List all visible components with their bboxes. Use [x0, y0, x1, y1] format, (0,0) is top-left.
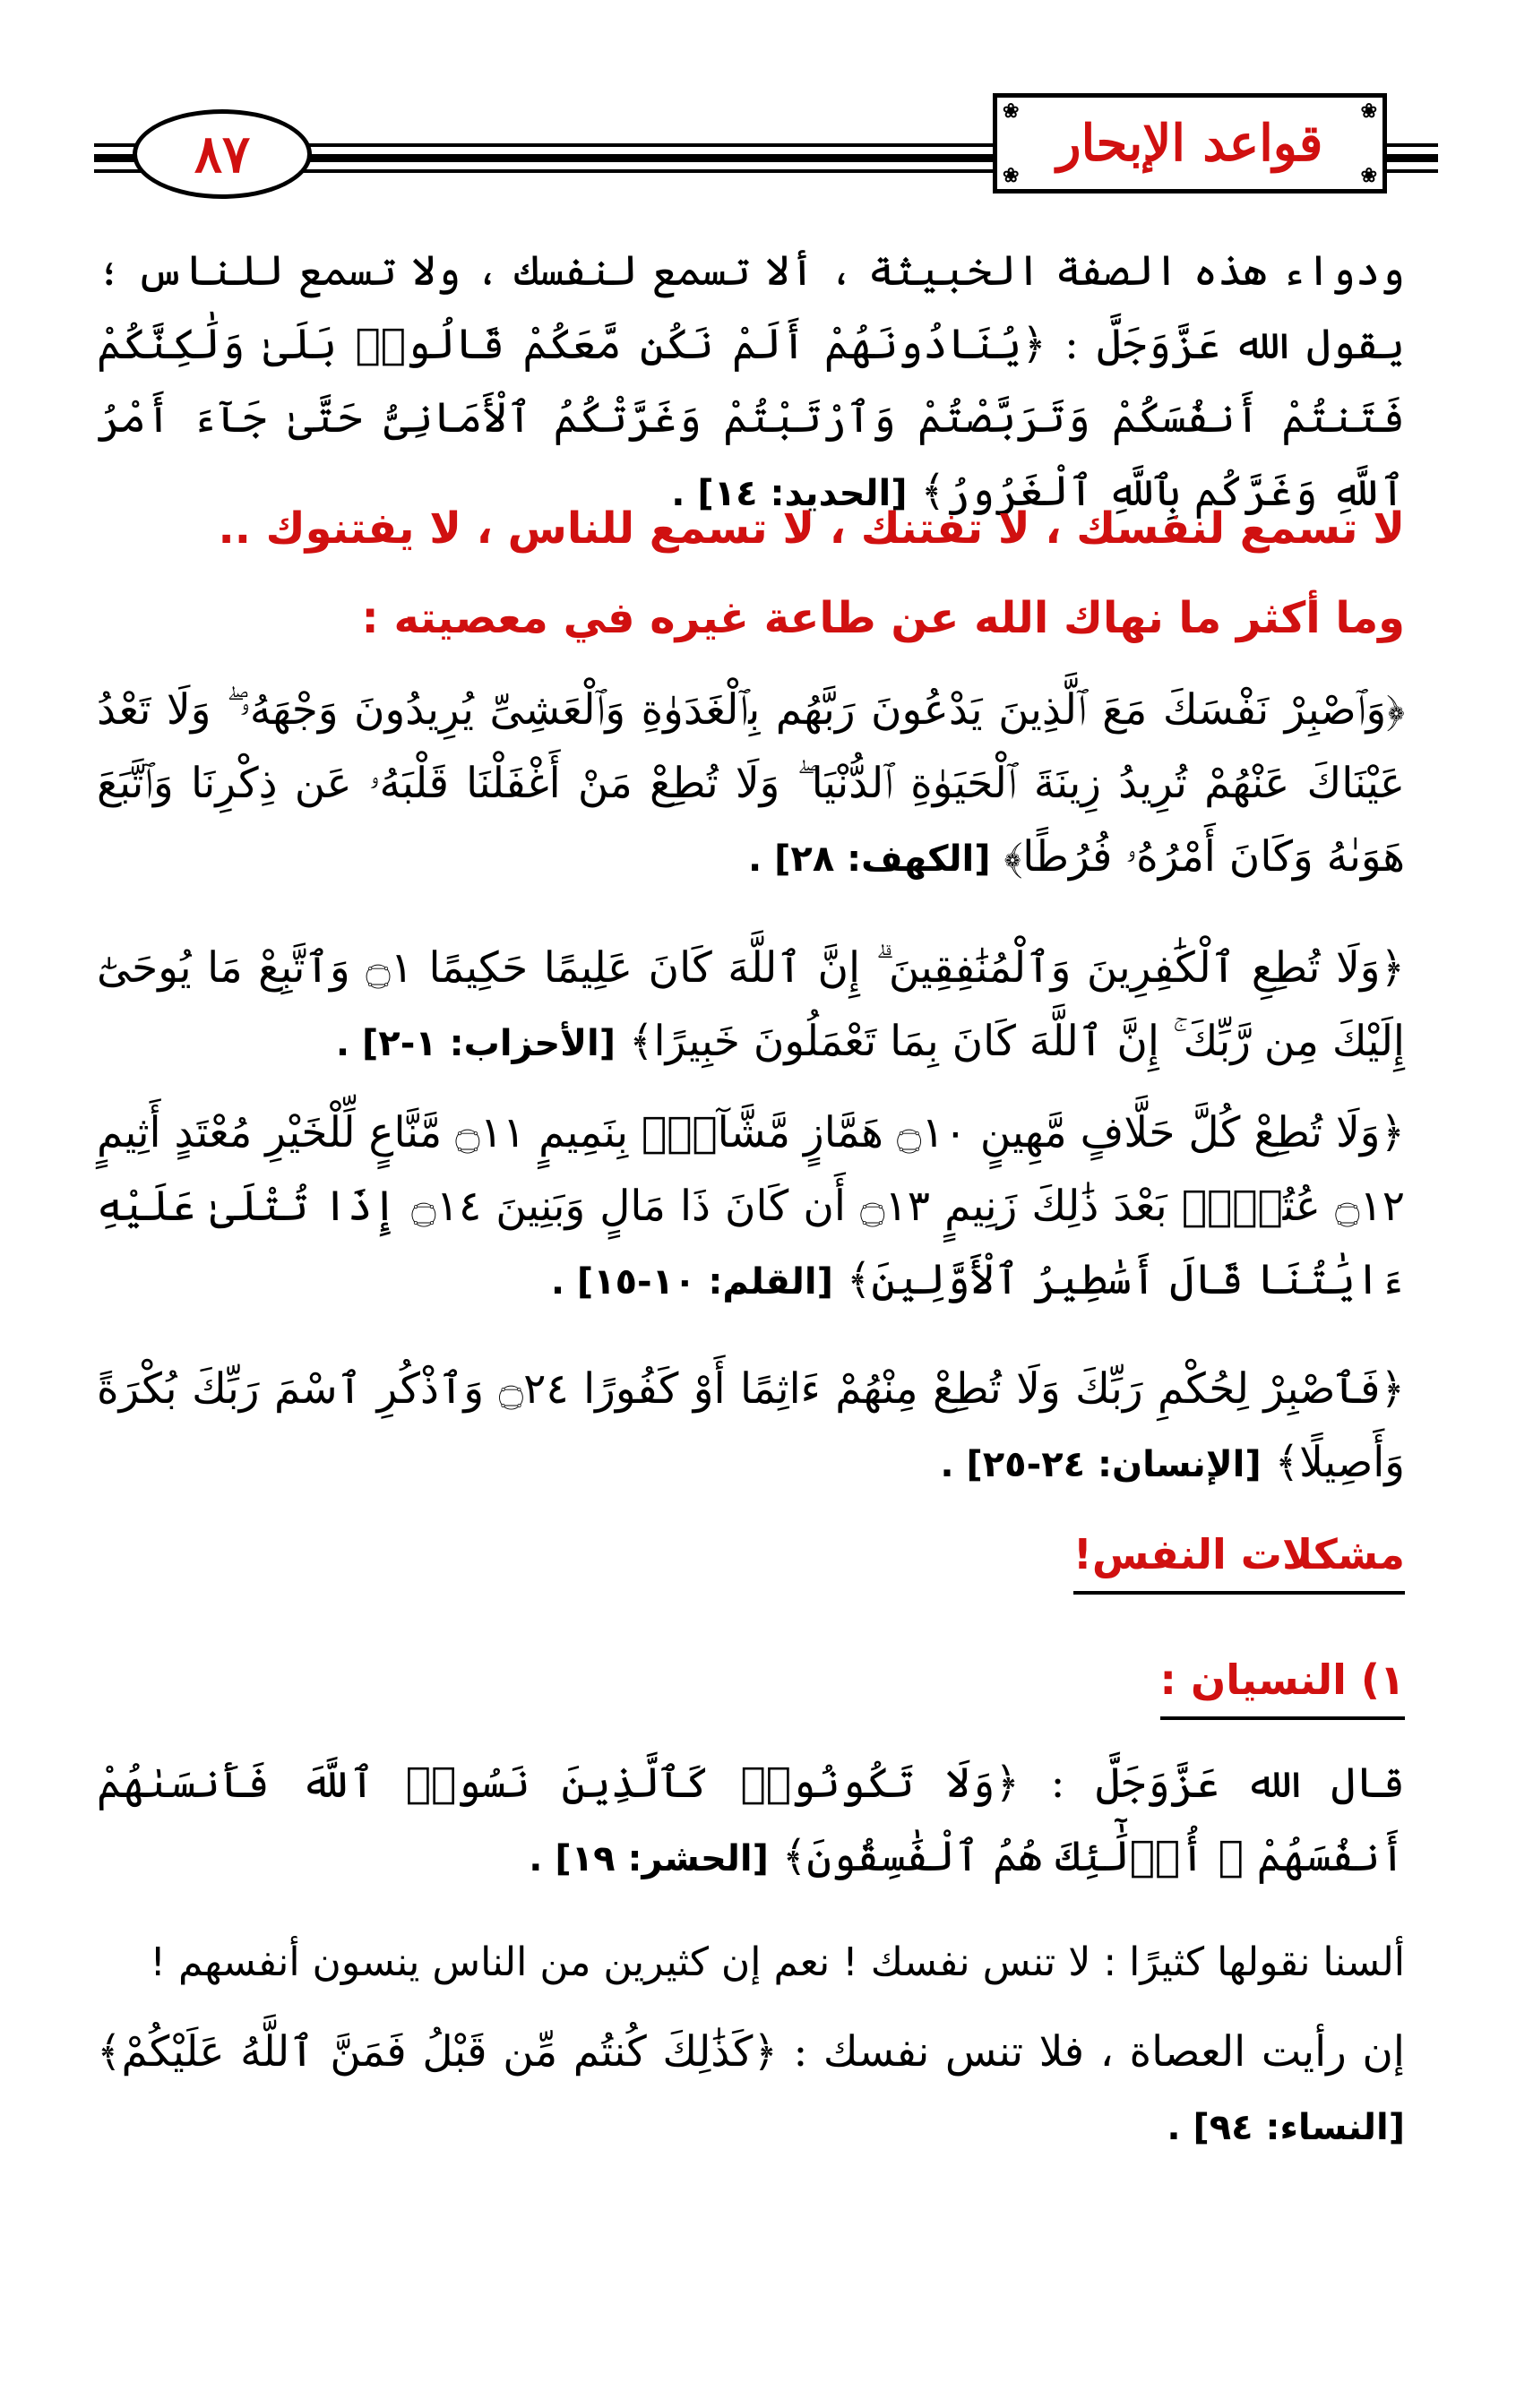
paragraph-intro [97, 235, 1405, 530]
verse-reference: [الأحزاب: ١-٢] . [335, 1023, 616, 1064]
quran-verse: ﴿وَلَا تُطِعِ ٱلْكَٰفِرِينَ وَٱلْمُنَٰفِقِينَ ۗ إِنَّ ٱللَّهَ كَانَ عَلِيمًا حَكِيمًا ۝١ وَٱتَّبِعْ مَا يُوحَىٰٓ إِلَيْكَ مِن رَّبِّكَ ۚ إِنَّ ٱللَّهَ كَانَ بِمَا تَعْمَلُونَ خَبِيرًا﴾ [97, 943, 1405, 1066]
paragraph-plain: ألسنا نقولها كثيرًا : لا تنس نفسك ! نعم إن كثيرين من الناس ينسون أنفسهم ! [150, 1939, 1405, 1985]
quran-verse: ﴿وَلَا تَكُونُوا۟ كَٱلَّذِينَ نَسُوا۟ ٱللَّهَ فَأَنسَىٰهُمْ أَنفُسَهُمْ ۚ أُو۟لَٰٓئِكَ هُمُ ٱلْفَٰسِقُونَ﴾ [97, 1759, 1405, 1881]
paragraph-text: قال الله عَزَّوَجَلَّ : [1050, 1759, 1405, 1808]
corner-ornament-icon: ❀ [1360, 164, 1377, 187]
verse-block-kahf [97, 674, 1405, 896]
corner-ornament-icon: ❀ [1003, 164, 1020, 187]
corner-ornament-icon: ❀ [1360, 99, 1377, 123]
verse-reference: [الحشر: ١٩] . [529, 1838, 769, 1879]
book-title-text: قواعد الإبحار [1056, 114, 1323, 173]
emphasis-line: وما أكثر ما نهاك الله عن طاعة غيره في معصيته : [361, 593, 1405, 643]
verse-reference: [القلم: ١٠-١٥] . [550, 1261, 833, 1303]
quran-verse: ﴿كَذَٰلِكَ كُنتُم مِّن قَبْلُ فَمَنَّ ٱللَّهُ عَلَيْكُمْ﴾ [97, 2027, 778, 2077]
verse-block-ahzab [97, 932, 1405, 1080]
subsection-heading: ١) النسيان : [1160, 1648, 1405, 1720]
verse-reference: [النساء: ٩٤] . [1167, 2107, 1405, 2148]
quran-verse: ﴿وَلَا تُطِعْ كُلَّ حَلَّافٍ مَّهِينٍ ۝١٠ هَمَّازٍ مَّشَّآءٍۭ بِنَمِيمٍ ۝١١ مَّنَّاعٍ لِّلْخَيْرِ مُعْتَدٍ أَثِيمٍ ۝١٢ عُتُلٍّۭ بَعْدَ ذَٰلِكَ زَنِيمٍ ۝١٣ أَن كَانَ ذَا مَالٍ وَبَنِينَ ۝١٤ إِذَا تُتْلَىٰ عَلَيْهِ ءَايَٰتُنَا قَالَ أَسَٰطِيرُ ٱلْأَوَّلِينَ﴾ [97, 1108, 1405, 1304]
page-number: ٨٧ [133, 109, 312, 199]
paragraph-nisyan [97, 1747, 1405, 1896]
quran-verse: ﴿وَٱصْبِرْ نَفْسَكَ مَعَ ٱلَّذِينَ يَدْعُونَ رَبَّهُم بِٱلْغَدَوٰةِ وَٱلْعَشِىِّ يُرِيدُونَ وَجْهَهُۥ ۖ وَلَا تَعْدُ عَيْنَاكَ عَنْهُمْ تُرِيدُ زِينَةَ ٱلْحَيَوٰةِ ٱلدُّنْيَا ۖ وَلَا تُطِعْ مَنْ أَغْفَلْنَا قَلْبَهُۥ عَن ذِكْرِنَا وَٱتَّبَعَ هَوَىٰهُ وَكَانَ أَمْرُهُۥ فُرُطًا﴾ [97, 685, 1405, 882]
book-title [993, 93, 1387, 194]
verse-reference: [الإنسان: ٢٤-٢٥] . [940, 1444, 1262, 1485]
verse-block-qalam [97, 1096, 1405, 1319]
emphasis-line: لا تسمع لنفسك ، لا تفتنك ، لا تسمع للناس ، لا يفتنوك .. [218, 503, 1405, 554]
verse-block-insan [97, 1353, 1405, 1501]
corner-ornament-icon: ❀ [1003, 99, 1020, 123]
quran-verse: ﴿فَٱصْبِرْ لِحُكْمِ رَبِّكَ وَلَا تُطِعْ مِنْهُمْ ءَاثِمًا أَوْ كَفُورًا ۝٢٤ وَٱذْكُرِ ٱسْمَ رَبِّكَ بُكْرَةً وَأَصِيلًا﴾ [97, 1364, 1405, 1487]
verse-reference: [الكهف: ٢٨] . [748, 838, 991, 880]
paragraph-text: إن رأيت العصاة ، فلا تنس نفسك : [793, 2027, 1405, 2077]
section-heading: مشكلات النفس! [1073, 1523, 1405, 1595]
page-header [0, 0, 1516, 215]
paragraph-text: ودواء هذه الصفة الخبيثة ، ألا تسمع لنفسك ، ولا تسمع للناس ؛ يقول الله عَزَّوَجَلَّ : [97, 246, 1405, 369]
quran-verse: ﴿يُنَادُونَهُمْ أَلَمْ نَكُن مَّعَكُمْ قَالُوا۟ بَلَىٰ وَلَٰكِنَّكُمْ فَتَنتُمْ أَنفُسَكُمْ وَتَرَبَّصْتُمْ وَٱرْتَبْتُمْ وَغَرَّتْكُمُ ٱلْأَمَانِىُّ حَتَّىٰ جَآءَ أَمْرُ ٱللَّهِ وَغَرَّكُم بِٱللَّهِ ٱلْغَرُورُ﴾ [97, 320, 1405, 516]
paragraph-closing [97, 2016, 1405, 2164]
verse-reference: [الحديد: ١٤] . [671, 473, 908, 514]
